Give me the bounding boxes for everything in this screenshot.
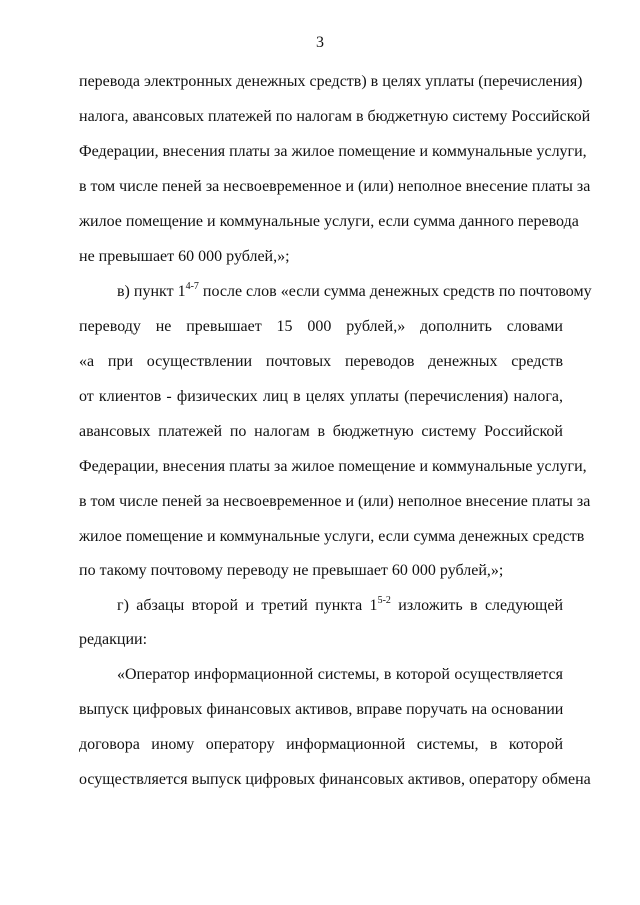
page-number: 3 xyxy=(316,34,324,51)
text-line: жилое помещение и коммунальные услуги, если сумма данного перевода xyxy=(79,213,579,230)
text-line: не превышает 60 000 рублей,»; xyxy=(79,248,290,265)
text-line: в том числе пеней за несвоевременное и (или) неполное внесение платы за xyxy=(79,493,591,510)
superscript: 4-7 xyxy=(185,280,199,292)
text-line: редакции: xyxy=(79,631,148,648)
text-line: «а при осуществлении почтовых переводов денежных средств xyxy=(79,353,563,370)
paragraph-first-line: «Оператор информационной системы, в которой осуществляется xyxy=(117,666,563,683)
text-line: Федерации, внесения платы за жилое помещение и коммунальные услуги, xyxy=(79,458,587,475)
text-fragment: после слов «если сумма денежных средств по почтовому xyxy=(198,283,592,300)
text-line: выпуск цифровых финансовых активов, вправе поручать на основании xyxy=(79,701,564,718)
paragraph-first-line xyxy=(117,280,592,302)
text-line: по такому почтовому переводу не превышает 60 000 рублей,»; xyxy=(79,562,504,579)
text-line: от клиентов - физических лиц в целях уплаты (перечисления) налога, xyxy=(79,388,563,405)
superscript: 5-2 xyxy=(377,594,391,606)
text-line: налога, авансовых платежей по налогам в бюджетную систему Российской xyxy=(79,108,591,125)
text-line: авансовых платежей по налогам в бюджетную систему Российской xyxy=(79,423,563,440)
text-fragment: изложить в следующей xyxy=(390,597,564,614)
text-line: перевода электронных денежных средств) в целях уплаты (перечисления) xyxy=(79,73,583,90)
paragraph-first-line xyxy=(117,596,563,616)
text-line: договора иному оператору информационной системы, в которой xyxy=(79,736,563,753)
text-line: переводу не превышает 15 000 рублей,» дополнить словами xyxy=(79,318,563,335)
text-line: в том числе пеней за несвоевременное и (или) неполное внесение платы за xyxy=(79,178,591,195)
text-line: жилое помещение и коммунальные услуги, если сумма денежных средств xyxy=(79,528,585,545)
text-line: осуществляется выпуск цифровых финансовых активов, оператору обмена xyxy=(79,771,591,788)
text-fragment: г) абзацы второй и третий пункта 1 xyxy=(117,597,378,614)
text-line: Федерации, внесения платы за жилое помещение и коммунальные услуги, xyxy=(79,143,587,160)
text-fragment: в) пункт 1 xyxy=(117,283,186,300)
